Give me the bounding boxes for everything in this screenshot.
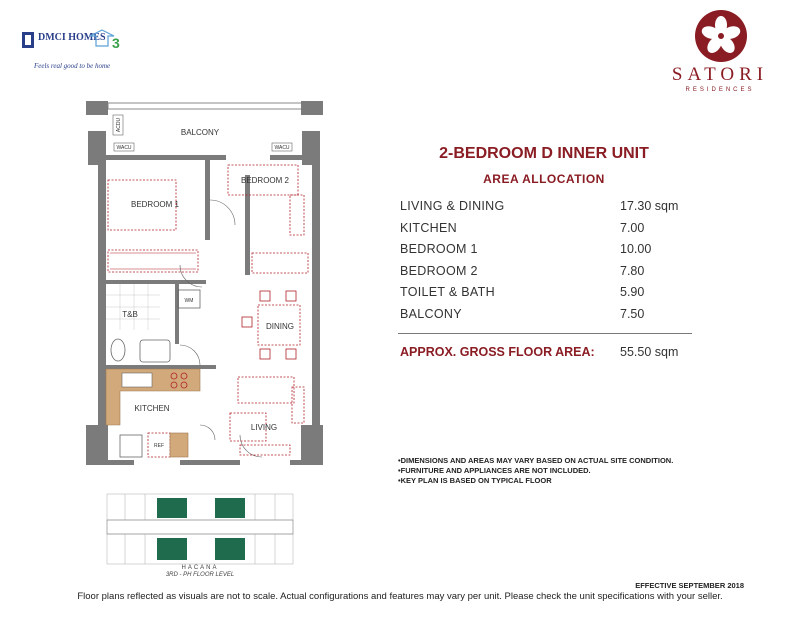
area-value: 7.80: [620, 263, 645, 278]
project-name: SATORI: [671, 64, 769, 85]
room-label-balcony: BALCONY: [180, 128, 220, 137]
area-value: 5.90: [620, 285, 645, 299]
living-furniture: [230, 377, 304, 455]
utility-box: [120, 435, 142, 457]
room-label-bedroom2: BEDROOM 2: [240, 176, 290, 185]
keyplan-building-name: HACANA: [181, 565, 219, 571]
toilet-icon: [111, 339, 125, 361]
ref-label: REF: [154, 443, 164, 449]
kitchen-counter: [106, 369, 200, 425]
bedroom1-furniture: [108, 180, 198, 272]
room-label-tb: T&B: [122, 310, 138, 319]
dmci-name-line1: DMCI HOMES: [38, 32, 106, 43]
effective-date: EFFECTIVE SEPTEMBER 2018: [635, 581, 744, 590]
area-value: 7.00: [620, 220, 645, 235]
room-label-dining: DINING: [266, 322, 294, 331]
area-label: BEDROOM 2: [400, 263, 478, 278]
gross-floor-area-label: APPROX. GROSS FLOOR AREA:: [400, 345, 595, 359]
floor-plan: [80, 95, 340, 495]
disclaimer-text: Floor plans reflected as visuals are not to scale. Actual configurations and features may vary per unit. Please check the unit specifications with your seller.: [77, 591, 723, 602]
room-label-kitchen: KITCHEN: [134, 404, 170, 413]
note-item: • FURNITURE AND APPLIANCES ARE NOT INCLUDED.: [398, 466, 673, 476]
keyplan-highlighted-units: [157, 498, 245, 560]
sink-icon: [140, 340, 170, 362]
bedroom1-closet-hatch: [110, 253, 196, 269]
wm-label: WM: [184, 298, 194, 304]
wacu-label-left: WACU: [116, 145, 132, 151]
dmci-tagline: Feels real good to be home: [34, 62, 111, 70]
area-row-balcony: [400, 304, 690, 326]
area-allocation-heading: AREA ALLOCATION: [483, 172, 605, 186]
divider-line: [398, 333, 692, 334]
project-subtitle: RESIDENCES: [685, 87, 755, 93]
satori-flower-icon: [693, 8, 749, 64]
area-row-kitchen: [400, 218, 690, 240]
area-label: BALCONY: [400, 306, 462, 321]
area-allocation-table: [400, 196, 690, 325]
area-row-living-dining: [400, 196, 690, 218]
tb-tiles: [106, 284, 160, 330]
area-value: 10.00: [620, 242, 652, 256]
room-label-living: LIVING: [250, 423, 278, 432]
walls: [86, 101, 323, 465]
area-label: KITCHEN: [400, 220, 457, 235]
area-row-bedroom1: [400, 239, 690, 261]
notes-list: [398, 456, 673, 486]
area-row-bedroom2: [400, 261, 690, 283]
area-value: 7.50: [620, 306, 645, 321]
area-row-toilet-bath: [400, 282, 690, 304]
area-label: TOILET & BATH: [400, 285, 495, 299]
keyplan-corridor: [107, 520, 293, 534]
wacu-label-right: WACU: [274, 145, 290, 151]
room-label-bedroom1: BEDROOM 1: [130, 200, 180, 209]
anniversary-mark: 3: [112, 35, 120, 51]
acdu-label: ACDU: [116, 117, 122, 133]
area-label: BEDROOM 1: [400, 242, 478, 256]
keyplan-units: [107, 494, 293, 564]
balcony-railing: [108, 103, 313, 109]
area-label: LIVING & DINING: [400, 199, 505, 213]
note-item: • DIMENSIONS AND AREAS MAY VARY BASED ON ACTUAL SITE CONDITION.: [398, 456, 673, 466]
keyplan-floor-level: 3RD - PH FLOOR LEVEL: [165, 572, 235, 578]
area-value: 17.30 sqm: [620, 199, 679, 213]
note-item: • KEY PLAN IS BASED ON TYPICAL FLOOR: [398, 476, 673, 486]
unit-title: 2-BEDROOM D INNER UNIT: [439, 145, 649, 162]
kitchen-sink-icon: [122, 373, 152, 387]
key-plan: [105, 490, 295, 568]
gross-floor-area-value: 55.50 sqm: [620, 345, 679, 359]
kitchen-counter-small: [170, 433, 188, 457]
